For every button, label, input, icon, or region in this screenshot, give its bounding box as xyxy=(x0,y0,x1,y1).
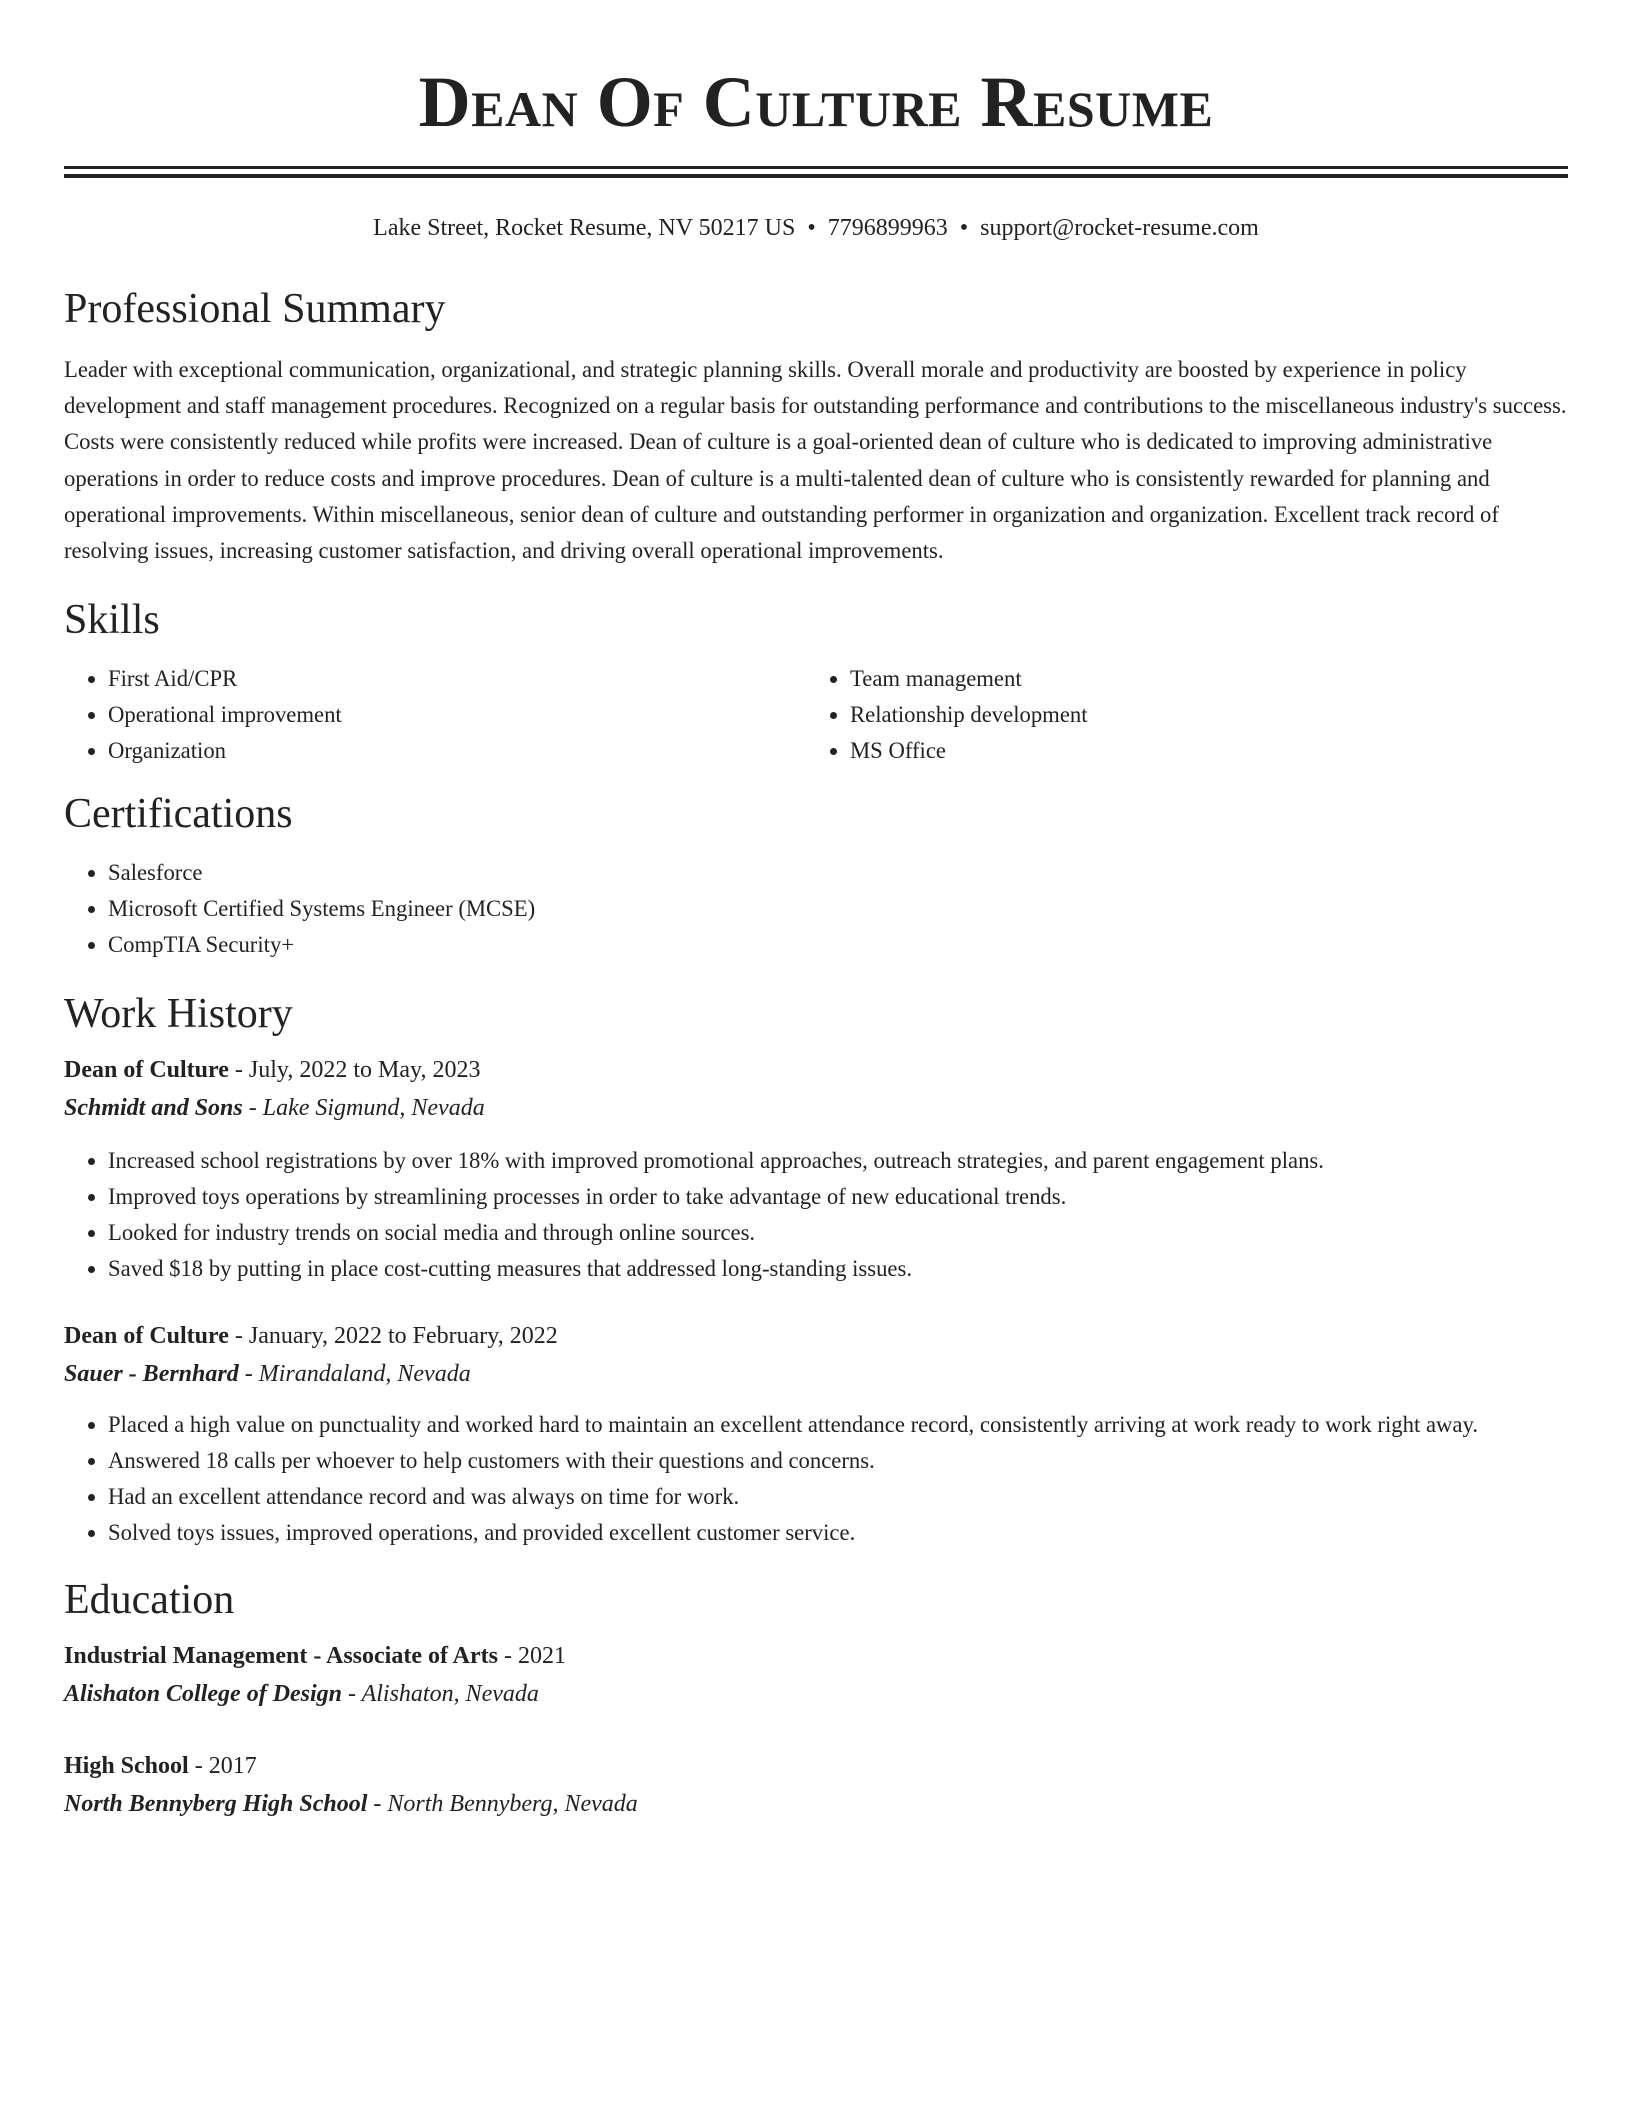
skill-item: • Team management xyxy=(850,661,1548,697)
skills-section xyxy=(64,595,1568,769)
job-location: Lake Sigmund, Nevada xyxy=(262,1095,485,1122)
job-title-line: Dean of Culture - July, 2022 to May, 2023 xyxy=(64,1057,481,1084)
certification-item: • Salesforce xyxy=(108,855,1568,891)
work-history-section xyxy=(64,989,1568,1551)
contact-email: support@rocket-resume.com xyxy=(980,215,1259,241)
job-company-line: Sauer - Bernhard - Mirandaland, Nevada xyxy=(64,1361,471,1388)
education-location: Alishaton, Nevada xyxy=(361,1681,539,1708)
education-school: North Bennyberg High School xyxy=(64,1791,368,1818)
skills-heading: Skills xyxy=(64,597,160,644)
job-dates: January, 2022 to February, 2022 xyxy=(248,1323,558,1350)
certification-item: • CompTIA Security+ xyxy=(108,927,1568,963)
skill-item: • Organization xyxy=(108,733,806,769)
job-entry xyxy=(64,1317,1568,1551)
education-entry xyxy=(64,1747,1568,1823)
job-bullet: • Placed a high value on punctuality and worked hard to maintain an excellent attendance record, consistently arriving at work ready to work right away. xyxy=(108,1407,1568,1443)
job-dates: July, 2022 to May, 2023 xyxy=(248,1057,481,1084)
contact-separator: • xyxy=(959,215,969,241)
education-school: Alishaton College of Design xyxy=(64,1681,343,1708)
contact-address: Lake Street, Rocket Resume, NV 50217 US xyxy=(373,215,796,241)
certification-item: • Microsoft Certified Systems Engineer (MCSE) xyxy=(108,891,1568,927)
job-bullet: • Improved toys operations by streamlining processes in order to take advantage of new educational trends. xyxy=(108,1179,1568,1215)
job-bullet: • Saved $18 by putting in place cost-cutting measures that addressed long-standing issues. xyxy=(108,1251,1568,1287)
skill-item: • First Aid/CPR xyxy=(108,661,806,697)
skill-item: • Operational improvement xyxy=(108,697,806,733)
job-title-line: Dean of Culture - January, 2022 to February, 2022 xyxy=(64,1323,558,1350)
job-bullet: • Had an excellent attendance record and was always on time for work. xyxy=(108,1479,1568,1515)
job-title: Dean of Culture xyxy=(64,1057,229,1084)
education-entry xyxy=(64,1637,1568,1713)
contact-separator: • xyxy=(807,215,816,241)
job-bullet: • Solved toys issues, improved operations, and provided excellent customer service. xyxy=(108,1515,1568,1551)
skills-column-left xyxy=(64,661,806,769)
education-heading: Education xyxy=(64,1577,235,1624)
summary-heading: Professional Summary xyxy=(64,286,446,332)
certifications-section xyxy=(64,789,1568,963)
skill-item: • MS Office xyxy=(850,733,1548,769)
skill-item: • Relationship development xyxy=(850,697,1548,733)
job-bullet: • Looked for industry trends on social media and through online sources. xyxy=(108,1215,1568,1251)
title-rule-bottom xyxy=(64,174,1568,178)
job-bullet: • Answered 18 calls per whoever to help customers with their questions and concerns. xyxy=(108,1443,1568,1479)
education-degree-line: Industrial Management - Associate of Arts - 2021 xyxy=(64,1643,566,1670)
work-history-heading: Work History xyxy=(64,991,293,1038)
certifications-heading: Certifications xyxy=(64,791,293,838)
job-title: Dean of Culture xyxy=(64,1323,229,1350)
education-location: North Bennyberg, Nevada xyxy=(387,1791,638,1818)
job-company: Sauer - Bernhard xyxy=(64,1361,239,1388)
contact-phone: 7796899963 xyxy=(827,215,948,241)
skills-column-right xyxy=(806,661,1548,769)
contact-line xyxy=(64,212,1568,244)
summary-text: Leader with exceptional communication, organizational, and strategic planning skills. Overall morale and productivity are boosted by experience in policy development and staff management procedures. Recognized on a regular basis for outstanding performance and contributions to the miscellaneous industry's success. Costs were consistently reduced while profits were increased. Dean of culture is a goal-oriented dean of culture who is dedicated to improving administrative operations in order to reduce costs and improve procedures. Dean of culture is a multi-talented dean of culture who is consistently rewarded for planning and operational improvements. Within miscellaneous, senior dean of culture and outstanding performer in organization and organization. Excellent track record of resolving issues, increasing customer satisfaction, and driving overall operational improvements. xyxy=(64,357,1567,564)
job-company-line: Schmidt and Sons - Lake Sigmund, Nevada xyxy=(64,1095,485,1122)
summary-section xyxy=(64,284,1568,569)
education-degree-line: High School - 2017 xyxy=(64,1753,257,1780)
skills-columns xyxy=(64,661,1568,769)
education-school-line: North Bennyberg High School - North Bennyberg, Nevada xyxy=(64,1791,638,1818)
education-section xyxy=(64,1575,1568,1823)
education-school-line: Alishaton College of Design - Alishaton, Nevada xyxy=(64,1681,539,1708)
job-bullet: • Increased school registrations by over 18% with improved promotional approaches, outreach strategies, and parent engagement plans. xyxy=(108,1143,1568,1179)
job-company: Schmidt and Sons xyxy=(64,1095,243,1122)
title-rule-top xyxy=(64,166,1568,169)
job-location: Mirandaland, Nevada xyxy=(258,1361,471,1388)
resume-page xyxy=(64,0,1568,1823)
education-degree: Industrial Management - Associate of Arts xyxy=(64,1643,498,1670)
education-year: 2017 xyxy=(208,1753,257,1780)
resume-title: Dean Of Culture Resume xyxy=(418,62,1214,142)
education-year: 2021 xyxy=(517,1643,566,1670)
education-degree: High School xyxy=(64,1753,189,1780)
job-entry xyxy=(64,1051,1568,1287)
